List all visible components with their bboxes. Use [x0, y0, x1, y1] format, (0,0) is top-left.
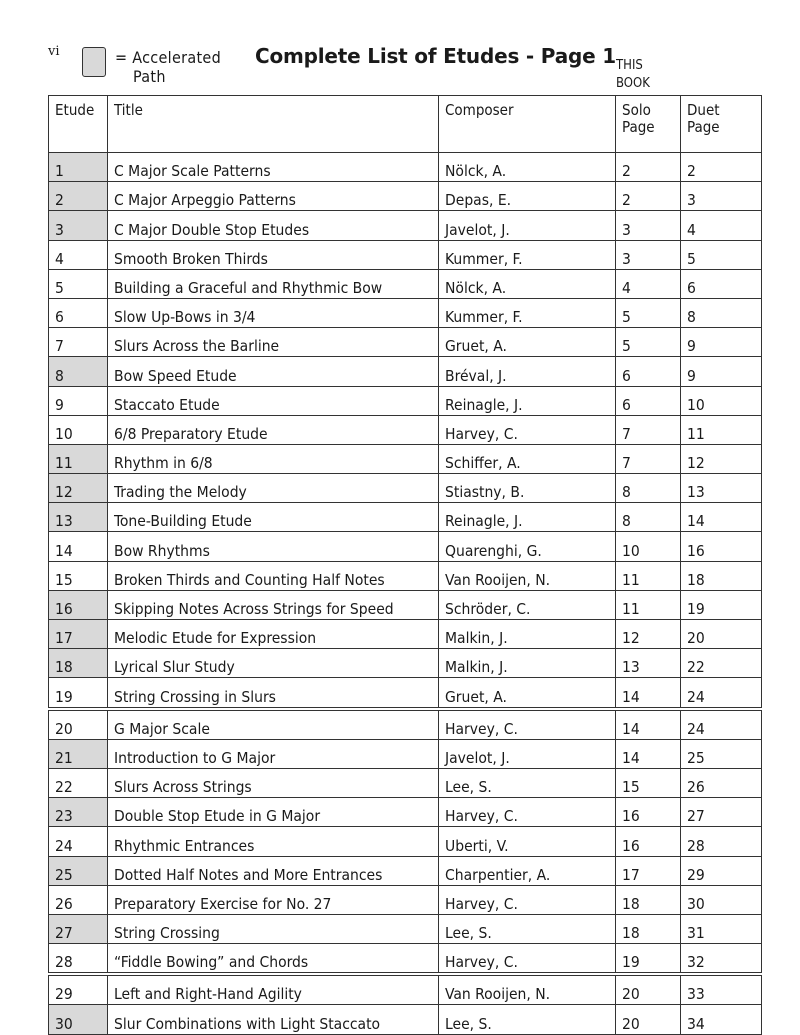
- etude-number-cell: 24: [49, 827, 108, 856]
- duet-page-cell: 13: [681, 474, 762, 503]
- composer-cell: Nölck, A.: [439, 153, 616, 182]
- table-row: [49, 768, 762, 797]
- composer-cell: Charpentier, A.: [439, 856, 616, 885]
- solo-page-cell: 5: [616, 328, 681, 357]
- etude-number-cell: 10: [49, 415, 108, 444]
- etude-number-cell: 25: [49, 856, 108, 885]
- solo-page-cell: 14: [616, 709, 681, 740]
- header-solo-line-1: Solo: [622, 101, 651, 119]
- composer-cell: Schröder, C.: [439, 590, 616, 619]
- etude-title-cell: Melodic Etude for Expression: [108, 620, 439, 649]
- composer-cell: Lee, S.: [439, 768, 616, 797]
- solo-page-cell: 13: [616, 649, 681, 678]
- etude-rows: [49, 153, 762, 1035]
- composer-cell: Van Rooijen, N.: [439, 974, 616, 1005]
- etude-number-cell: 1: [49, 153, 108, 182]
- duet-page-cell: 22: [681, 649, 762, 678]
- composer-cell: Javelot, J.: [439, 739, 616, 768]
- composer-cell: Harvey, C.: [439, 709, 616, 740]
- etude-title-cell: Rhythm in 6/8: [108, 444, 439, 473]
- composer-cell: Stiastny, B.: [439, 474, 616, 503]
- legend-line-1: = Accelerated: [115, 48, 222, 67]
- etude-number-cell: 15: [49, 561, 108, 590]
- etude-number-cell: 30: [49, 1005, 108, 1034]
- solo-page-cell: 19: [616, 944, 681, 975]
- composer-cell: Gruet, A.: [439, 328, 616, 357]
- etude-number-cell: 21: [49, 739, 108, 768]
- etude-title-cell: Slurs Across the Barline: [108, 328, 439, 357]
- solo-page-cell: 11: [616, 590, 681, 619]
- table-row: [49, 649, 762, 678]
- duet-page-cell: 10: [681, 386, 762, 415]
- etude-number-cell: 19: [49, 678, 108, 709]
- this-book-line-2: BOOK: [616, 76, 650, 91]
- etude-title-cell: “Fiddle Bowing” and Chords: [108, 944, 439, 975]
- duet-page-cell: 8: [681, 298, 762, 327]
- solo-page-cell: 10: [616, 532, 681, 561]
- solo-page-cell: 18: [616, 914, 681, 943]
- etudes-table: [48, 95, 762, 1035]
- composer-cell: Harvey, C.: [439, 415, 616, 444]
- etude-title-cell: Slur Combinations with Light Staccato: [108, 1005, 439, 1034]
- duet-page-cell: 16: [681, 532, 762, 561]
- header-duet-page: [681, 96, 762, 153]
- solo-page-cell: 14: [616, 739, 681, 768]
- composer-cell: Harvey, C.: [439, 885, 616, 914]
- this-book-line-1: THIS: [616, 58, 643, 73]
- page-title: Complete List of Etudes - Page 1: [255, 44, 616, 68]
- etude-title-cell: Left and Right-Hand Agility: [108, 974, 439, 1005]
- etude-title-cell: Staccato Etude: [108, 386, 439, 415]
- etude-number-cell: 28: [49, 944, 108, 975]
- composer-cell: Harvey, C.: [439, 798, 616, 827]
- duet-page-cell: 34: [681, 1005, 762, 1034]
- solo-page-cell: 5: [616, 298, 681, 327]
- header-solo-page: [616, 96, 681, 153]
- table-row: [49, 827, 762, 856]
- solo-page-cell: 7: [616, 415, 681, 444]
- composer-cell: Malkin, J.: [439, 620, 616, 649]
- etude-title-cell: C Major Double Stop Etudes: [108, 211, 439, 240]
- duet-page-cell: 3: [681, 182, 762, 211]
- etude-title-cell: Slow Up-Bows in 3/4: [108, 298, 439, 327]
- solo-page-cell: 2: [616, 153, 681, 182]
- composer-cell: Gruet, A.: [439, 678, 616, 709]
- duet-page-cell: 24: [681, 709, 762, 740]
- table-row: [49, 269, 762, 298]
- composer-cell: Nölck, A.: [439, 269, 616, 298]
- composer-cell: Schiffer, A.: [439, 444, 616, 473]
- table-row: [49, 211, 762, 240]
- etude-number-cell: 29: [49, 974, 108, 1005]
- duet-page-cell: 14: [681, 503, 762, 532]
- table-row: [49, 328, 762, 357]
- table-row: [49, 739, 762, 768]
- etude-number-cell: 3: [49, 211, 108, 240]
- solo-page-cell: 6: [616, 357, 681, 386]
- table-row: [49, 974, 762, 1005]
- duet-page-cell: 31: [681, 914, 762, 943]
- etude-number-cell: 9: [49, 386, 108, 415]
- duet-page-cell: 19: [681, 590, 762, 619]
- table-row: [49, 182, 762, 211]
- table-row: [49, 298, 762, 327]
- etude-title-cell: Rhythmic Entrances: [108, 827, 439, 856]
- duet-page-cell: 6: [681, 269, 762, 298]
- duet-page-cell: 32: [681, 944, 762, 975]
- solo-page-cell: 6: [616, 386, 681, 415]
- duet-page-cell: 11: [681, 415, 762, 444]
- etude-number-cell: 27: [49, 914, 108, 943]
- duet-page-cell: 27: [681, 798, 762, 827]
- etude-title-cell: Lyrical Slur Study: [108, 649, 439, 678]
- table-row: [49, 914, 762, 943]
- solo-page-cell: 18: [616, 885, 681, 914]
- etude-number-cell: 20: [49, 709, 108, 740]
- etude-number-cell: 2: [49, 182, 108, 211]
- etude-title-cell: Double Stop Etude in G Major: [108, 798, 439, 827]
- etude-number-cell: 18: [49, 649, 108, 678]
- solo-page-cell: 15: [616, 768, 681, 797]
- composer-cell: Bréval, J.: [439, 357, 616, 386]
- duet-page-cell: 4: [681, 211, 762, 240]
- etude-title-cell: C Major Scale Patterns: [108, 153, 439, 182]
- duet-page-cell: 24: [681, 678, 762, 709]
- etude-title-cell: Tone-Building Etude: [108, 503, 439, 532]
- duet-page-cell: 2: [681, 153, 762, 182]
- etude-number-cell: 4: [49, 240, 108, 269]
- solo-page-cell: 2: [616, 182, 681, 211]
- table-row: [49, 620, 762, 649]
- duet-page-cell: 20: [681, 620, 762, 649]
- table-row: [49, 885, 762, 914]
- duet-page-cell: 30: [681, 885, 762, 914]
- legend-line-2: Path: [133, 67, 166, 86]
- header-duet-line-2: Page: [687, 118, 720, 136]
- composer-cell: Lee, S.: [439, 914, 616, 943]
- etude-title-cell: Broken Thirds and Counting Half Notes: [108, 561, 439, 590]
- table-row: [49, 944, 762, 975]
- solo-page-cell: 16: [616, 798, 681, 827]
- solo-page-cell: 14: [616, 678, 681, 709]
- table-row: [49, 503, 762, 532]
- composer-cell: Harvey, C.: [439, 944, 616, 975]
- duet-page-cell: 5: [681, 240, 762, 269]
- table-row: [49, 1005, 762, 1034]
- table-row: [49, 798, 762, 827]
- table-header-row: [49, 96, 762, 153]
- etude-title-cell: Dotted Half Notes and More Entrances: [108, 856, 439, 885]
- table-row: [49, 415, 762, 444]
- composer-cell: Depas, E.: [439, 182, 616, 211]
- duet-page-cell: 25: [681, 739, 762, 768]
- legend: [115, 48, 221, 86]
- etude-title-cell: Slurs Across Strings: [108, 768, 439, 797]
- solo-page-cell: 3: [616, 240, 681, 269]
- duet-page-cell: 28: [681, 827, 762, 856]
- etude-title-cell: String Crossing in Slurs: [108, 678, 439, 709]
- table-row: [49, 153, 762, 182]
- page-number: vi: [48, 44, 60, 59]
- etude-title-cell: 6/8 Preparatory Etude: [108, 415, 439, 444]
- solo-page-cell: 7: [616, 444, 681, 473]
- composer-cell: Reinagle, J.: [439, 503, 616, 532]
- etude-number-cell: 22: [49, 768, 108, 797]
- solo-page-cell: 16: [616, 827, 681, 856]
- etude-number-cell: 6: [49, 298, 108, 327]
- etude-title-cell: Skipping Notes Across Strings for Speed: [108, 590, 439, 619]
- etude-number-cell: 11: [49, 444, 108, 473]
- composer-cell: Lee, S.: [439, 1005, 616, 1034]
- etude-title-cell: G Major Scale: [108, 709, 439, 740]
- composer-cell: Malkin, J.: [439, 649, 616, 678]
- etude-title-cell: Preparatory Exercise for No. 27: [108, 885, 439, 914]
- header-etude: Etude: [49, 96, 108, 153]
- composer-cell: Reinagle, J.: [439, 386, 616, 415]
- etude-title-cell: C Major Arpeggio Patterns: [108, 182, 439, 211]
- solo-page-cell: 8: [616, 474, 681, 503]
- solo-page-cell: 17: [616, 856, 681, 885]
- table-row: [49, 444, 762, 473]
- composer-cell: Uberti, V.: [439, 827, 616, 856]
- etude-number-cell: 13: [49, 503, 108, 532]
- table-row: [49, 357, 762, 386]
- duet-page-cell: 29: [681, 856, 762, 885]
- composer-cell: Quarenghi, G.: [439, 532, 616, 561]
- table-row: [49, 532, 762, 561]
- composer-cell: Kummer, F.: [439, 240, 616, 269]
- header-solo-line-2: Page: [622, 118, 655, 136]
- etude-title-cell: Introduction to G Major: [108, 739, 439, 768]
- table-row: [49, 856, 762, 885]
- etude-number-cell: 5: [49, 269, 108, 298]
- etude-title-cell: Smooth Broken Thirds: [108, 240, 439, 269]
- table-row: [49, 240, 762, 269]
- this-book-label: [616, 57, 650, 93]
- etude-title-cell: Bow Rhythms: [108, 532, 439, 561]
- solo-page-cell: 3: [616, 211, 681, 240]
- etude-number-cell: 16: [49, 590, 108, 619]
- etude-title-cell: Trading the Melody: [108, 474, 439, 503]
- composer-cell: Kummer, F.: [439, 298, 616, 327]
- etude-title-cell: String Crossing: [108, 914, 439, 943]
- duet-page-cell: 12: [681, 444, 762, 473]
- header-composer: Composer: [439, 96, 616, 153]
- composer-cell: Javelot, J.: [439, 211, 616, 240]
- header-title: Title: [108, 96, 439, 153]
- table-row: [49, 590, 762, 619]
- solo-page-cell: 8: [616, 503, 681, 532]
- etude-title-cell: Bow Speed Etude: [108, 357, 439, 386]
- etude-number-cell: 8: [49, 357, 108, 386]
- table-row: [49, 386, 762, 415]
- etude-number-cell: 23: [49, 798, 108, 827]
- etude-number-cell: 26: [49, 885, 108, 914]
- solo-page-cell: 20: [616, 1005, 681, 1034]
- duet-page-cell: 33: [681, 974, 762, 1005]
- solo-page-cell: 4: [616, 269, 681, 298]
- etude-number-cell: 7: [49, 328, 108, 357]
- duet-page-cell: 9: [681, 357, 762, 386]
- table-row: [49, 474, 762, 503]
- solo-page-cell: 11: [616, 561, 681, 590]
- table-row: [49, 678, 762, 709]
- composer-cell: Van Rooijen, N.: [439, 561, 616, 590]
- etude-number-cell: 17: [49, 620, 108, 649]
- duet-page-cell: 18: [681, 561, 762, 590]
- duet-page-cell: 26: [681, 768, 762, 797]
- etude-number-cell: 14: [49, 532, 108, 561]
- table-row: [49, 561, 762, 590]
- duet-page-cell: 9: [681, 328, 762, 357]
- solo-page-cell: 20: [616, 974, 681, 1005]
- etude-number-cell: 12: [49, 474, 108, 503]
- header-duet-line-1: Duet: [687, 101, 720, 119]
- accelerated-path-swatch: [82, 47, 106, 77]
- etude-title-cell: Building a Graceful and Rhythmic Bow: [108, 269, 439, 298]
- table-row: [49, 709, 762, 740]
- solo-page-cell: 12: [616, 620, 681, 649]
